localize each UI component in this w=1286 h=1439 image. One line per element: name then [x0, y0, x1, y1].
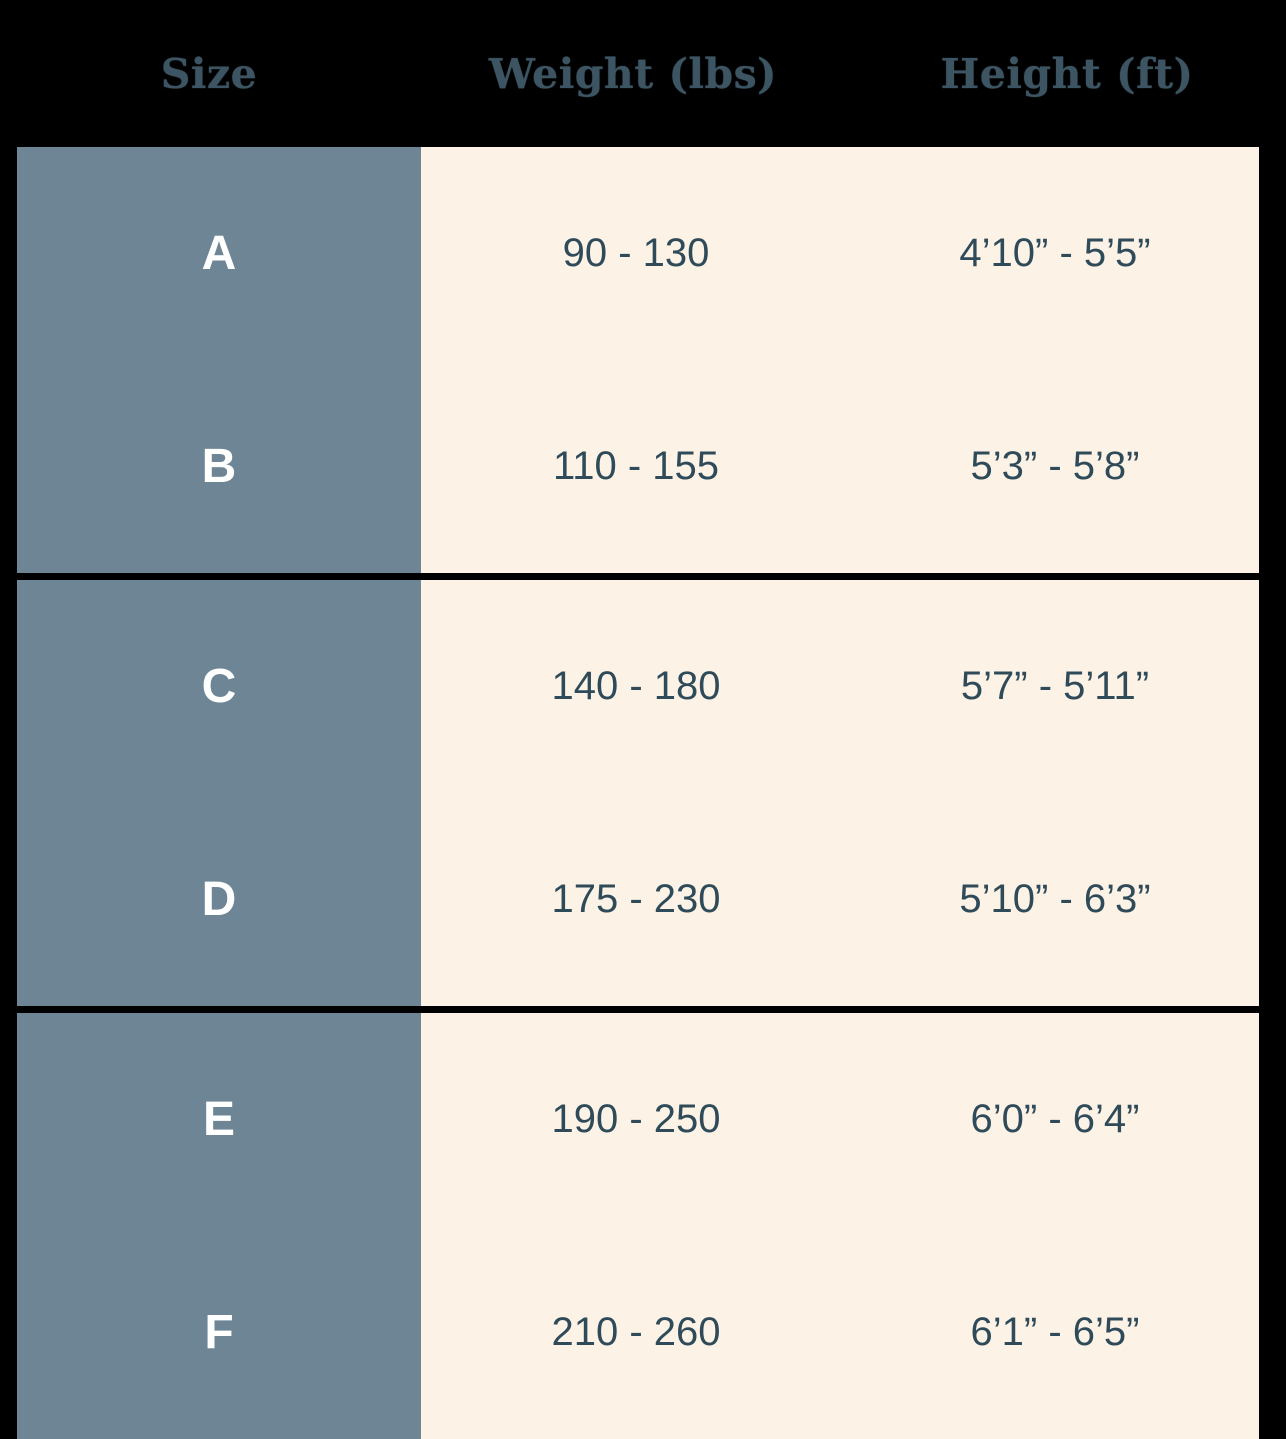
cell-size: A [17, 147, 421, 360]
table-header-row [0, 0, 1286, 147]
cell-height: 5’7” - 5’11” [960, 664, 1150, 708]
cell-size: E [17, 1013, 421, 1226]
cell-height: 6’0” - 6’4” [970, 1097, 1140, 1141]
table-row [0, 360, 1286, 573]
column-header-height: Height (ft) [940, 49, 1194, 98]
table-row [0, 1226, 1286, 1439]
cell-data [421, 1226, 1259, 1439]
table-group [0, 580, 1286, 1006]
cell-size: B [17, 360, 421, 573]
cell-weight: 190 - 250 [551, 1097, 721, 1141]
cell-weight: 210 - 260 [551, 1310, 721, 1354]
cell-data [421, 1013, 1259, 1226]
cell-weight: 110 - 155 [552, 444, 720, 488]
table-body [0, 147, 1286, 1439]
cell-weight: 175 - 230 [551, 877, 721, 921]
column-header-weight: Weight (lbs) [488, 49, 778, 98]
cell-data [421, 580, 1259, 793]
table-group [0, 147, 1286, 573]
table-group [0, 1013, 1286, 1439]
cell-height: 5’10” - 6’3” [959, 877, 1151, 921]
table-row [0, 793, 1286, 1006]
cell-size: D [17, 793, 421, 1006]
cell-data [421, 147, 1259, 360]
cell-size: C [17, 580, 421, 793]
column-header-size: Size [160, 49, 258, 98]
cell-weight: 140 - 180 [551, 664, 721, 708]
cell-height: 4’10” - 5’5” [959, 231, 1151, 275]
table-row [0, 1013, 1286, 1226]
cell-height: 6’1” - 6’5” [970, 1310, 1140, 1354]
cell-size: F [17, 1226, 421, 1439]
cell-weight: 90 - 130 [562, 231, 710, 275]
cell-height: 5’3” - 5’8” [970, 444, 1140, 488]
cell-data [421, 793, 1259, 1006]
cell-data [421, 360, 1259, 573]
table-row [0, 580, 1286, 793]
table-row [0, 147, 1286, 360]
